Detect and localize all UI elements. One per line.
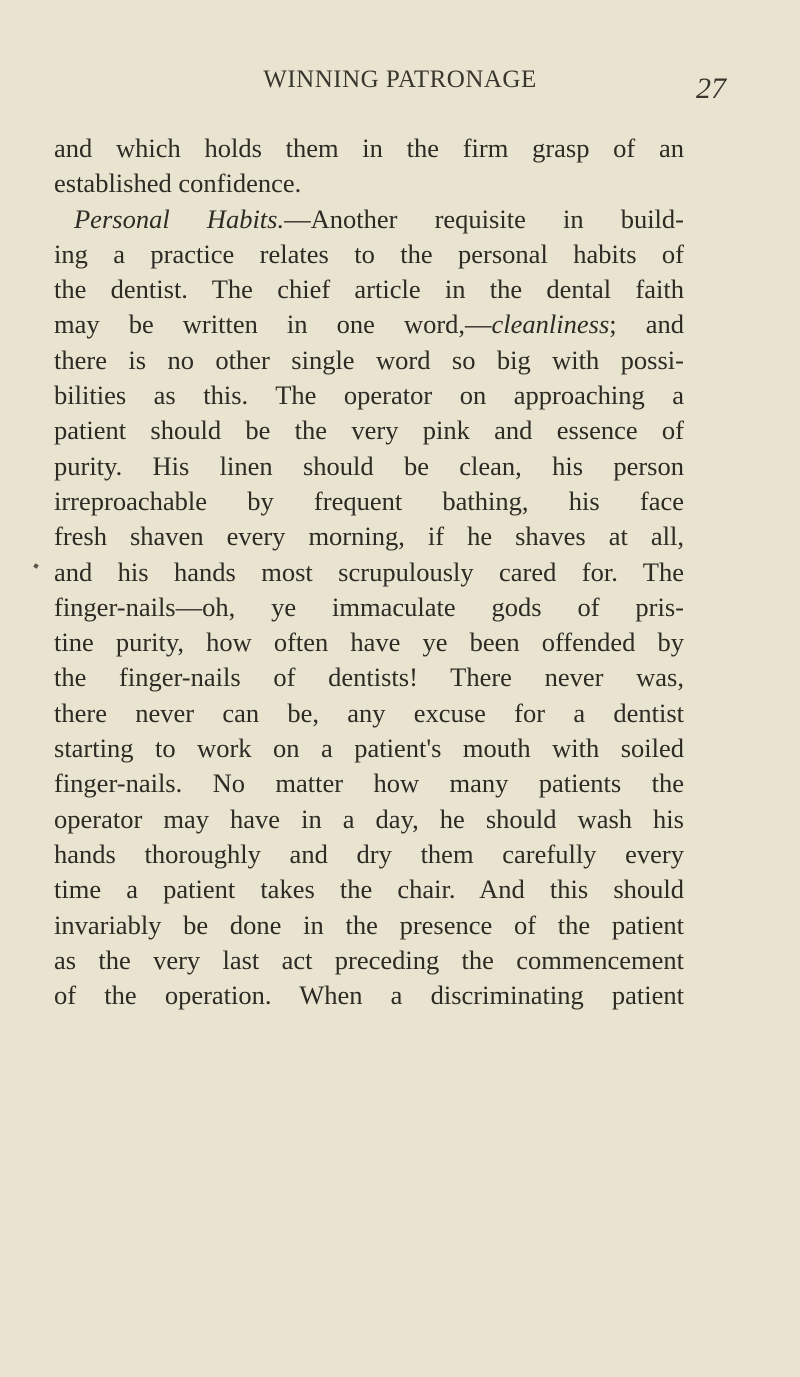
text-line: the finger-nails of dentists! There never was, [54,662,684,693]
body-text [54,131,684,1013]
text-line: of the operation. When a discriminating patient [54,980,684,1011]
text-line: and his hands most scrupulously cared for. The [54,556,684,587]
text-line: there is no other single word so big with possi- [54,344,684,375]
page-header [60,64,740,104]
running-head: WINNING PATRONAGE [263,66,537,93]
text-line: the dentist. The chief article in the dental faith [54,274,684,305]
text-line: ing a practice relates to the personal habits of [54,238,684,269]
text-line: invariably be done in the presence of the patient [54,909,684,940]
page-number: 27 [696,72,726,105]
text-line: tine purity, how often have ye been offended by [54,627,684,658]
text-line: starting to work on a patient's mouth with soiled [54,733,684,764]
text-line: time a patient takes the chair. And this should [54,874,684,905]
text-line: bilities as this. The operator on approaching a [54,380,684,411]
text-line: as the very last act preceding the commencement [54,944,684,975]
text-line: established confidence. [54,168,302,199]
text-line: patient should be the very pink and essence of [54,415,684,446]
emphasized-word: cleanliness [491,309,610,340]
section-heading: Personal Habits. [74,203,285,234]
text-line: there never can be, any excuse for a dentist [54,697,684,728]
text-line: fresh shaven every morning, if he shaves at all, [54,521,684,552]
text-line: finger-nails—oh, ye immaculate gods of pris- [54,591,684,622]
text-line: operator may have in a day, he should wash his [54,803,684,834]
text-line: irreproachable by frequent bathing, his face [54,485,684,516]
text-line: hands thoroughly and dry them carefully every [54,838,684,869]
text-line: purity. His linen should be clean, his person [54,450,684,481]
text-line: and which holds them in the firm grasp of an [54,133,684,163]
margin-mark [33,563,38,568]
text-line: finger-nails. No matter how many patients the [54,768,684,799]
text-line: may be written in one word,—cleanliness; and [54,309,684,340]
text-line: Personal Habits.—Another requisite in build- [74,203,684,234]
